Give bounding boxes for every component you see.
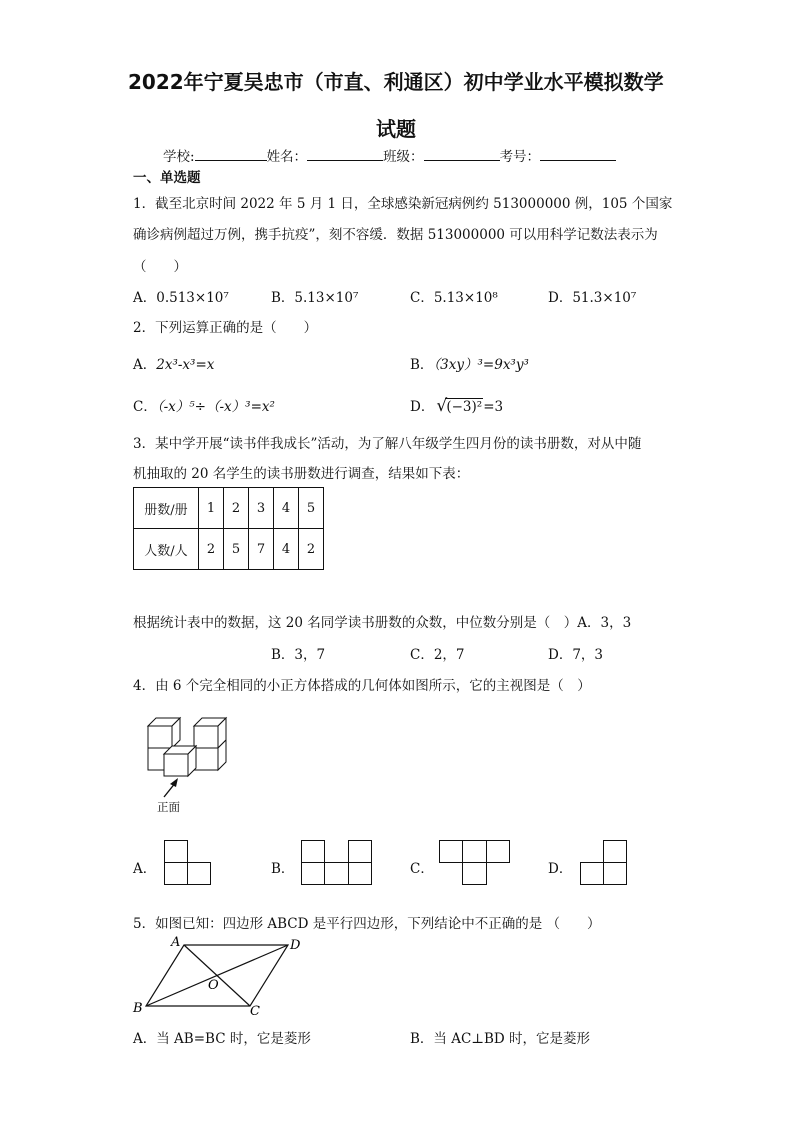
- table-cell: 1: [199, 488, 224, 529]
- radical-icon: √: [436, 396, 448, 416]
- q3-option-c[interactable]: C．2，7: [410, 647, 465, 663]
- page-title: 2022年宁夏吴忠市（市直、利通区）初中学业水平模拟数学: [128, 70, 664, 94]
- q1-line2: 确诊病例超过万例，携手抗疫”，刻不容缓．数据 513000000 可以用科学记数法表示为: [133, 227, 658, 243]
- q2-option-d[interactable]: D． √ (−3)²=3: [410, 396, 504, 416]
- q4-option-d[interactable]: D．: [548, 861, 573, 877]
- q1-line3: （ ）: [133, 259, 187, 275]
- q2-stem: 2．下列运算正确的是（ ）: [133, 320, 318, 336]
- q5-option-a[interactable]: A．当 AB=BC 时，它是菱形: [133, 1031, 311, 1047]
- q1-line1: 1．截至北京时间 2022 年 5 月 1 日，全球感染新冠病例约 513000000 例，105 个国家: [133, 196, 673, 212]
- q4-option-a[interactable]: A．: [133, 861, 157, 877]
- cube-stack-figure: [140, 712, 240, 812]
- table-cell: 2: [199, 529, 224, 570]
- vertex-label-d: D: [290, 938, 301, 953]
- info-line: [163, 145, 616, 165]
- table-cell: 5: [224, 529, 249, 570]
- table-cell: 5: [299, 488, 324, 529]
- name-field[interactable]: [307, 147, 383, 161]
- table-header: 人数/人: [134, 529, 199, 570]
- table-row: [134, 488, 324, 529]
- vertex-label-c: C: [250, 1004, 260, 1019]
- vertex-label-a: A: [171, 935, 181, 950]
- q4-option-c[interactable]: C．: [410, 861, 434, 877]
- q3-option-b[interactable]: B．3，7: [271, 647, 326, 663]
- school-label: 学校:: [163, 149, 195, 165]
- q4-option-d-figure[interactable]: [580, 840, 628, 886]
- q4-option-b-figure[interactable]: [301, 840, 373, 886]
- class-field[interactable]: [424, 147, 500, 161]
- q2-option-b[interactable]: B．（3xy）³=9x³y³: [410, 357, 529, 373]
- q5-option-b[interactable]: B．当 AC⊥BD 时，它是菱形: [410, 1031, 591, 1047]
- number-label: 考号：: [499, 149, 541, 165]
- q3-option-d[interactable]: D．7，3: [548, 647, 604, 663]
- stats-table: [133, 487, 324, 570]
- table-cell: 2: [224, 488, 249, 529]
- q2-option-a[interactable]: A．2x³-x³=x: [133, 357, 215, 373]
- q4-stem: 4．由 6 个完全相同的小正方体搭成的几何体如图所示，它的主视图是（ ）: [133, 678, 591, 694]
- vertex-label-b: B: [133, 1001, 143, 1016]
- q3-question: 根据统计表中的数据，这 20 名同学读书册数的众数，中位数分别是（ ）A．3，3: [133, 615, 632, 631]
- number-field[interactable]: [540, 147, 616, 161]
- table-header: 册数/册: [134, 488, 199, 529]
- name-label: 姓名：: [266, 149, 308, 165]
- q4-option-a-figure[interactable]: [164, 840, 212, 886]
- q1-option-d[interactable]: D．51.3×10⁷: [548, 290, 637, 306]
- table-cell: 4: [274, 529, 299, 570]
- page-title-line2: 试题: [376, 117, 416, 141]
- q4-option-c-figure[interactable]: [439, 840, 511, 886]
- center-label-o: O: [208, 978, 219, 993]
- table-cell: 3: [249, 488, 274, 529]
- table-cell: 2: [299, 529, 324, 570]
- table-cell: 7: [249, 529, 274, 570]
- table-cell: 4: [274, 488, 299, 529]
- q5-stem: 5．如图已知：四边形 ABCD 是平行四边形，下列结论中不正确的是 （ ）: [133, 916, 601, 932]
- class-label: 班级：: [383, 149, 424, 165]
- table-row: [134, 529, 324, 570]
- q3-line2: 机抽取的 20 名学生的读书册数进行调查，结果如下表：: [133, 466, 470, 482]
- front-label: 正面: [157, 800, 180, 814]
- q1-option-b[interactable]: B．5.13×10⁷: [271, 290, 359, 306]
- q2-option-c[interactable]: C．（-x）⁵÷（-x）³=x²: [133, 399, 275, 415]
- section-heading: 一、单选题: [133, 170, 201, 186]
- q3-line1: 3．某中学开展“读书伴我成长”活动，为了解八年级学生四月份的读书册数，对从中随: [133, 436, 642, 452]
- q1-option-a[interactable]: A．0.513×10⁷: [133, 290, 229, 306]
- q4-option-b[interactable]: B．: [271, 861, 295, 877]
- school-field[interactable]: [195, 147, 267, 161]
- parallelogram-figure: [130, 935, 320, 1025]
- q1-option-c[interactable]: C．5.13×10⁸: [410, 290, 498, 306]
